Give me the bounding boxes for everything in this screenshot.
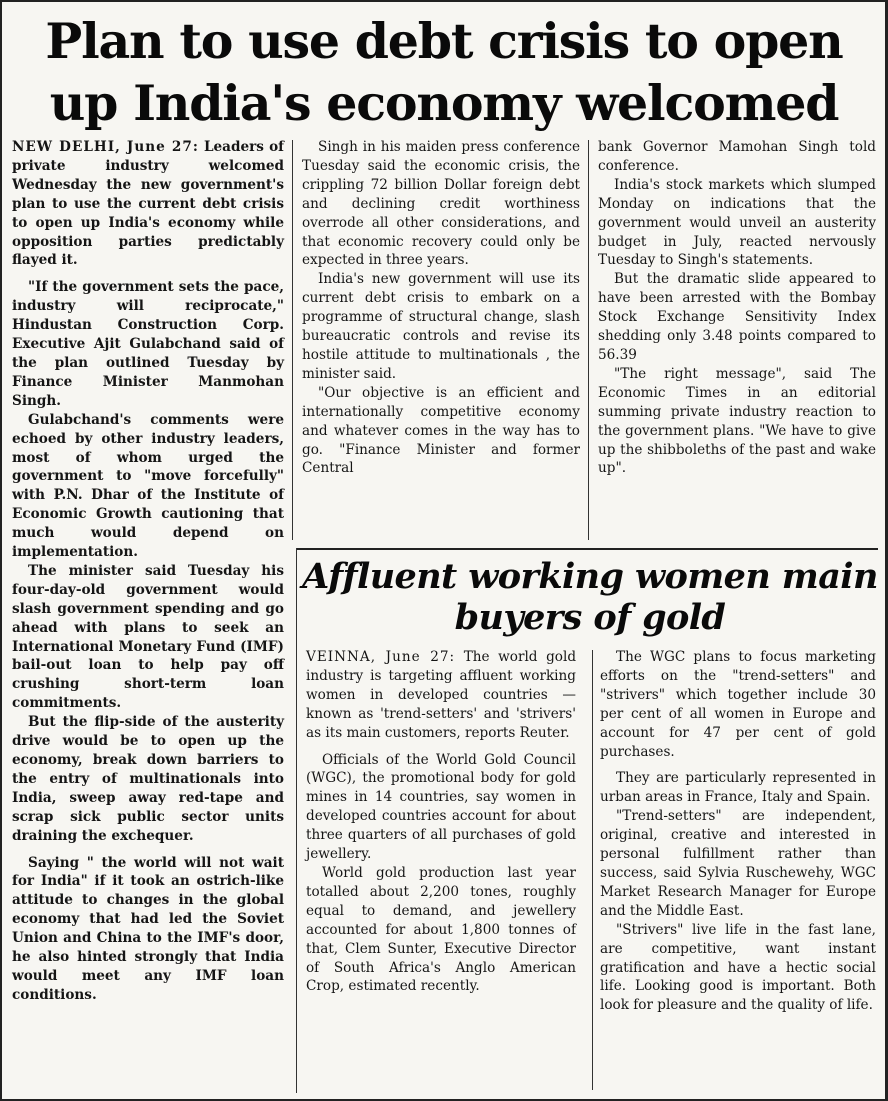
column-rule (588, 140, 589, 540)
story1-paragraph: "The right message", said The Economic Times in an editorial summing private industry reaction to the government plans. "We have to give up the shibboleths of the past and wake up". (598, 365, 876, 477)
story1-paragraph: But the dramatic slide appeared to have been arrested with the Bombay Stock Exchange Sensitivity Index shedding only 3.48 points compared to 56.39 (598, 271, 876, 363)
story1-dateline: NEW DELHI, June 27: (12, 139, 199, 155)
story1-paragraph: "If the government sets the pace, industry will reciprocate," Hindustan Construction Corp. Executive Ajit Gulabchand said of the plan outlined Tuesday by Finance Minister Manmohan Singh. (12, 279, 284, 409)
story1-paragraph: But the flip-side of the austerity drive would be to open up the economy, break down barriers to the entry of multinationals into India, sweep away red-tape and scrap sick public sector units draining the exchequer. (12, 714, 284, 844)
story1-paragraph: Singh in his maiden press conference Tuesday said the economic crisis, the crippling 72 billion Dollar foreign debt and declining credit worthiness overrode all other considerations, and that economic recovery could only be expected in three years. (302, 139, 580, 269)
story2-dateline: VEINNA, June 27: (306, 649, 456, 665)
story2-paragraph: Officials of the World Gold Council (WGC), the promotional body for gold mines in 14 countries, say women in developed countries account for about three quarters of all purchases of gold jewellery. (306, 751, 576, 863)
story2-paragraph: VEINNA, June 27: The world gold industry is targeting affluent working women in developed countries — known as 'trend-setters' and 'strivers' as its main customers, reports Reuter. (306, 649, 577, 741)
column-rule (592, 650, 593, 1090)
story2-paragraph: The WGC plans to focus marketing efforts on the "trend-setters" and "strivers" which together include 30 per cent of all women in Europe and account for 47 per cent of gold purchases. (600, 649, 876, 760)
story2-paragraph: "Strivers" live life in the fast lane, are competitive, want instant gratification and have a hectic social life. Looking good is important. Both look for pleasure and the quality of life. (600, 921, 876, 1014)
story1-column-3 (598, 138, 876, 478)
story2-paragraph: World gold production last year totalled about 2,200 tones, roughly equal to demand, and jewellery accounted for about 1,800 tonnes of that, Clem Sunter, Executive Director of South Africa's Anglo American Crop, estimated recently. (306, 864, 576, 995)
story1-column-2 (302, 138, 580, 478)
story2-column-1 (306, 648, 576, 996)
story1-paragraph: Saying " the world will not wait for India" if it took an ostrich-like attitude to changes in the global economy that had led the Soviet Union and China to the IMF's door, he also hinted strongly that India would meet any IMF loan conditions. (12, 854, 284, 1003)
story1-paragraph: bank Governor Mamohan Singh told conference. (598, 139, 876, 174)
story1-paragraph: Gulabchand's comments were echoed by other industry leaders, most of whom urged the government to "move forcefully" with P.N. Dhar of the Institute of Economic Growth cautioning that much would depend on implementation. (12, 411, 284, 561)
story1-column-1 (12, 138, 284, 1005)
story1-paragraph: The minister said Tuesday his four-day-old government would slash government spending and go ahead with plans to seek an International Monetary Fund (IMF) bail-out loan to help pay off crushing short-term loan commitments. (12, 562, 284, 712)
story1-paragraph: "Our objective is an efficient and internationally competitive economy and whatever comes in the way has to go. "Finance Minister and former Central (302, 384, 580, 477)
story1-paragraph: India's new government will use its current debt crisis to embark on a programme of structural change, slash bureaucratic controls and revise its hostile attitude to multinationals , the minister said. (302, 271, 580, 382)
story-separator-rule (296, 548, 878, 550)
story1-paragraph: NEW DELHI, June 27: Leaders of private industry welcomed Wednesday the new government's plan to use the current debt crisis to open up India's economy while opposition parties predictably flayed it. (12, 139, 284, 269)
story2-paragraph: "Trend-setters" are independent, original, creative and interested in personal fulfillment rather than success, said Sylvia Ruschewehy, WGC Market Research Manager for Europe and the Middle East. (600, 808, 876, 919)
second-headline: Affluent working women main buyers of gold (302, 556, 878, 638)
story2-column-2 (600, 648, 876, 1015)
column-rule (292, 140, 293, 540)
main-headline: Plan to use debt crisis to open up India's economy welcomed (45, 12, 843, 132)
column-rule (296, 548, 297, 1093)
story1-paragraph: India's stock markets which slumped Monday on indications that the government would unveil an austerity budget in July, reacted nervously Tuesday to Singh's statements. (598, 176, 876, 269)
story2-paragraph: They are particularly represented in urban areas in France, Italy and Spain. (600, 770, 876, 806)
